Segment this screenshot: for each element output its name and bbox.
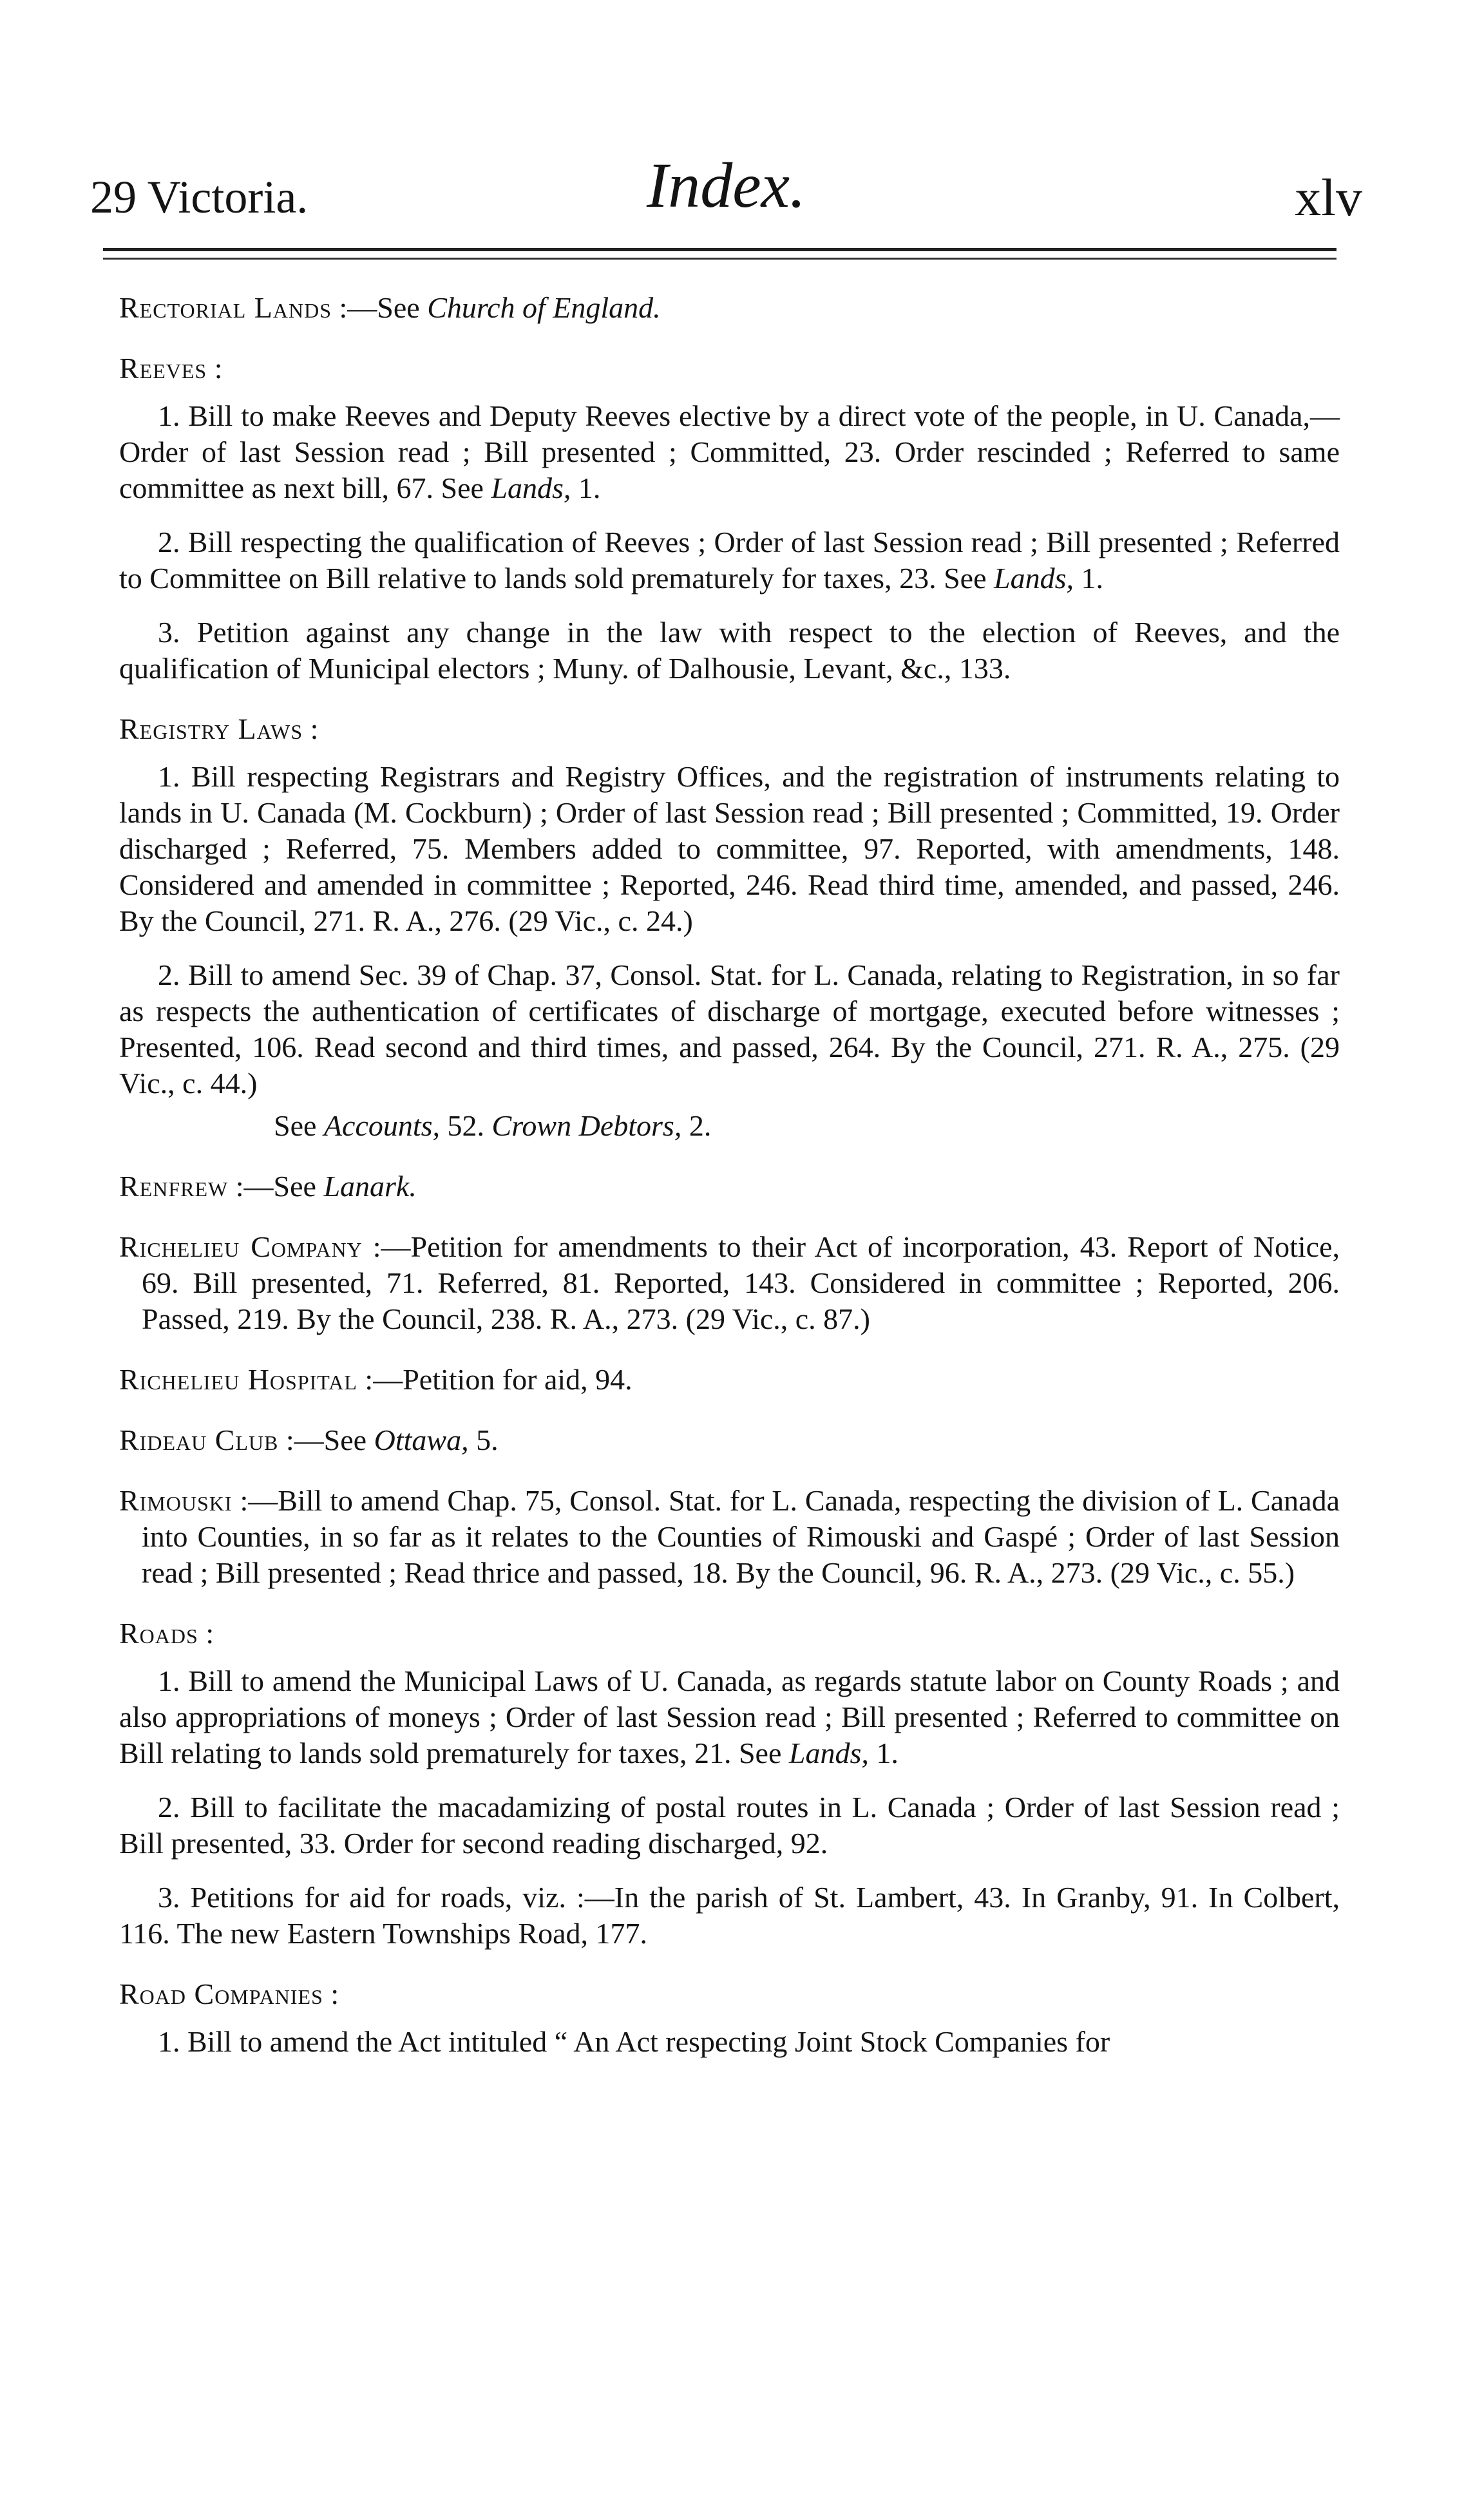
entry-reference: Church of England. <box>427 291 661 324</box>
entry-text: : <box>303 712 319 745</box>
sub-entry: 2. Bill to amend Sec. 39 of Chap. 37, Consol. Stat. for L. Canada, relating to Registration, in so far as respects the authentication of certificates of discharge of mortgage, executed before witnesses ; Presented, 106. Read second and third times, and passed, 264. By the Council, 271. R. A., 275. (29 Vic., c. 44.) <box>119 958 1340 1100</box>
header-volume: 29 Victoria. <box>90 171 309 223</box>
entry-heading: Roads <box>119 1617 198 1650</box>
entry-reference: Ottawa, <box>374 1424 469 1456</box>
entry-heading: Rimouski <box>119 1484 233 1517</box>
sub-entry: 1. Bill to amend the Act intituled “ An Act respecting Joint Stock Companies for <box>158 2025 1110 2058</box>
header-rule-thin <box>103 258 1337 260</box>
index-entry <box>119 1229 1340 1337</box>
index-entry <box>119 1615 1340 1952</box>
entry-text: : <box>323 1977 339 2010</box>
entry-text: :—See <box>228 1170 324 1203</box>
index-entry: Rideau Club :—See Ottawa, 5. <box>119 1424 499 1456</box>
sub-entry: 1. Bill to make Reeves and Deputy Reeves elective by a direct vote of the people, in U. Canada,—Order of last Session read ; Bill presented ; Committed, 23. Order rescinded ; Referred to same committee as next bill, 67. See Lands, 1. <box>119 399 1340 504</box>
header-title: Index. <box>646 149 806 221</box>
sub-entry: 1. Bill respecting Registrars and Registry Offices, and the registration of instruments relating to lands in U. Canada (M. Cockburn) ; Order of last Session read ; Bill presented ; Committed, 19. Order discharged ; Referred, 75. Members added to committee, 97. Reported, with amendments, 148. Considered and amended in committee ; Reported, 246. Read third time, amended, and passed, 246. By the Council, 271. R. A., 276. (29 Vic., c. 24.) <box>119 760 1340 937</box>
see-also-line: See Accounts, 52. Crown Debtors, 2. <box>274 1109 712 1142</box>
entry-heading: Road Companies <box>119 1977 323 2010</box>
entry-text: :—Bill to amend Chap. 75, Consol. Stat. for L. Canada, respecting the division of L. Canada into Counties, in so far as it relates to the Counties of Rimouski and Gaspé ; Order of last Session read ; Bill presented ; Read thrice and passed, 18. By the Council, 96. R. A., 273. (29 Vic., c. 55.) <box>142 1484 1340 1589</box>
index-body <box>119 290 1340 2084</box>
entry-heading: Registry Laws <box>119 712 303 745</box>
entry-heading: Renfrew <box>119 1170 229 1203</box>
running-header <box>90 148 1362 232</box>
index-entry <box>119 1483 1340 1591</box>
sub-entry: 2. Bill respecting the qualification of Reeves ; Order of last Session read ; Bill presented ; Referred to Committee on Bill relative to lands sold prematurely for taxes, 23. See Lands, 1. <box>119 526 1340 595</box>
entry-reference: Lanark. <box>323 1170 417 1203</box>
entry-text: :—Petition for aid, 94. <box>357 1363 633 1396</box>
sub-entry: 2. Bill to facilitate the macadamizing of postal routes in L. Canada ; Order of last Session read ; Bill presented, 33. Order for second reading discharged, 92. <box>119 1791 1340 1860</box>
index-entry <box>119 1976 1340 2060</box>
entry-text: :—See <box>332 291 428 324</box>
index-entry <box>119 711 1340 1144</box>
index-entry <box>119 350 1340 687</box>
index-entry <box>119 1362 1340 1398</box>
entry-heading: Reeves <box>119 352 207 385</box>
entry-heading: Rideau Club <box>119 1424 279 1456</box>
entry-text: : <box>198 1617 214 1650</box>
sub-entry: 3. Petitions for aid for roads, viz. :—In the parish of St. Lambert, 43. In Granby, 91. In Colbert, 116. The new Eastern Townships Road, 177. <box>119 1881 1340 1950</box>
entry-heading-line <box>119 350 1340 386</box>
header-rule-thick <box>103 248 1337 251</box>
index-entry <box>119 1168 1340 1205</box>
entry-text: :—See <box>278 1424 374 1456</box>
entry-heading-line <box>119 1976 1340 2012</box>
entry-text: :—Petition for amendments to their Act of incorporation, 43. Report of Notice, 69. Bill presented, 71. Referred, 81. Reported, 143. Considered in committee ; Reported, 206. Passed, 219. By the Council, 238. R. A., 273. (29 Vic., c. 87.) <box>142 1230 1340 1335</box>
entry-heading: Richelieu Company <box>119 1230 363 1263</box>
entry-text: : <box>207 352 223 385</box>
sub-entry: 1. Bill to amend the Municipal Laws of U. Canada, as regards statute labor on County Roads ; and also appropriations of moneys ; Order of last Session read ; Bill presented ; Referred to committee on Bill relating to lands sold prematurely for taxes, 21. See Lands, 1. <box>119 1664 1340 1769</box>
entry-heading-line <box>119 1615 1340 1652</box>
sub-entry: 3. Petition against any change in the law with respect to the election of Reeves, and the qualification of Municipal electors ; Muny. of Dalhousie, Levant, &c., 133. <box>119 616 1340 685</box>
entry-heading: Rectorial Lands <box>119 291 332 324</box>
header-page-number: xlv <box>1295 168 1362 227</box>
entry-heading-line <box>119 711 1340 747</box>
index-entry <box>119 290 1340 326</box>
entry-heading: Richelieu Hospital <box>119 1363 357 1396</box>
